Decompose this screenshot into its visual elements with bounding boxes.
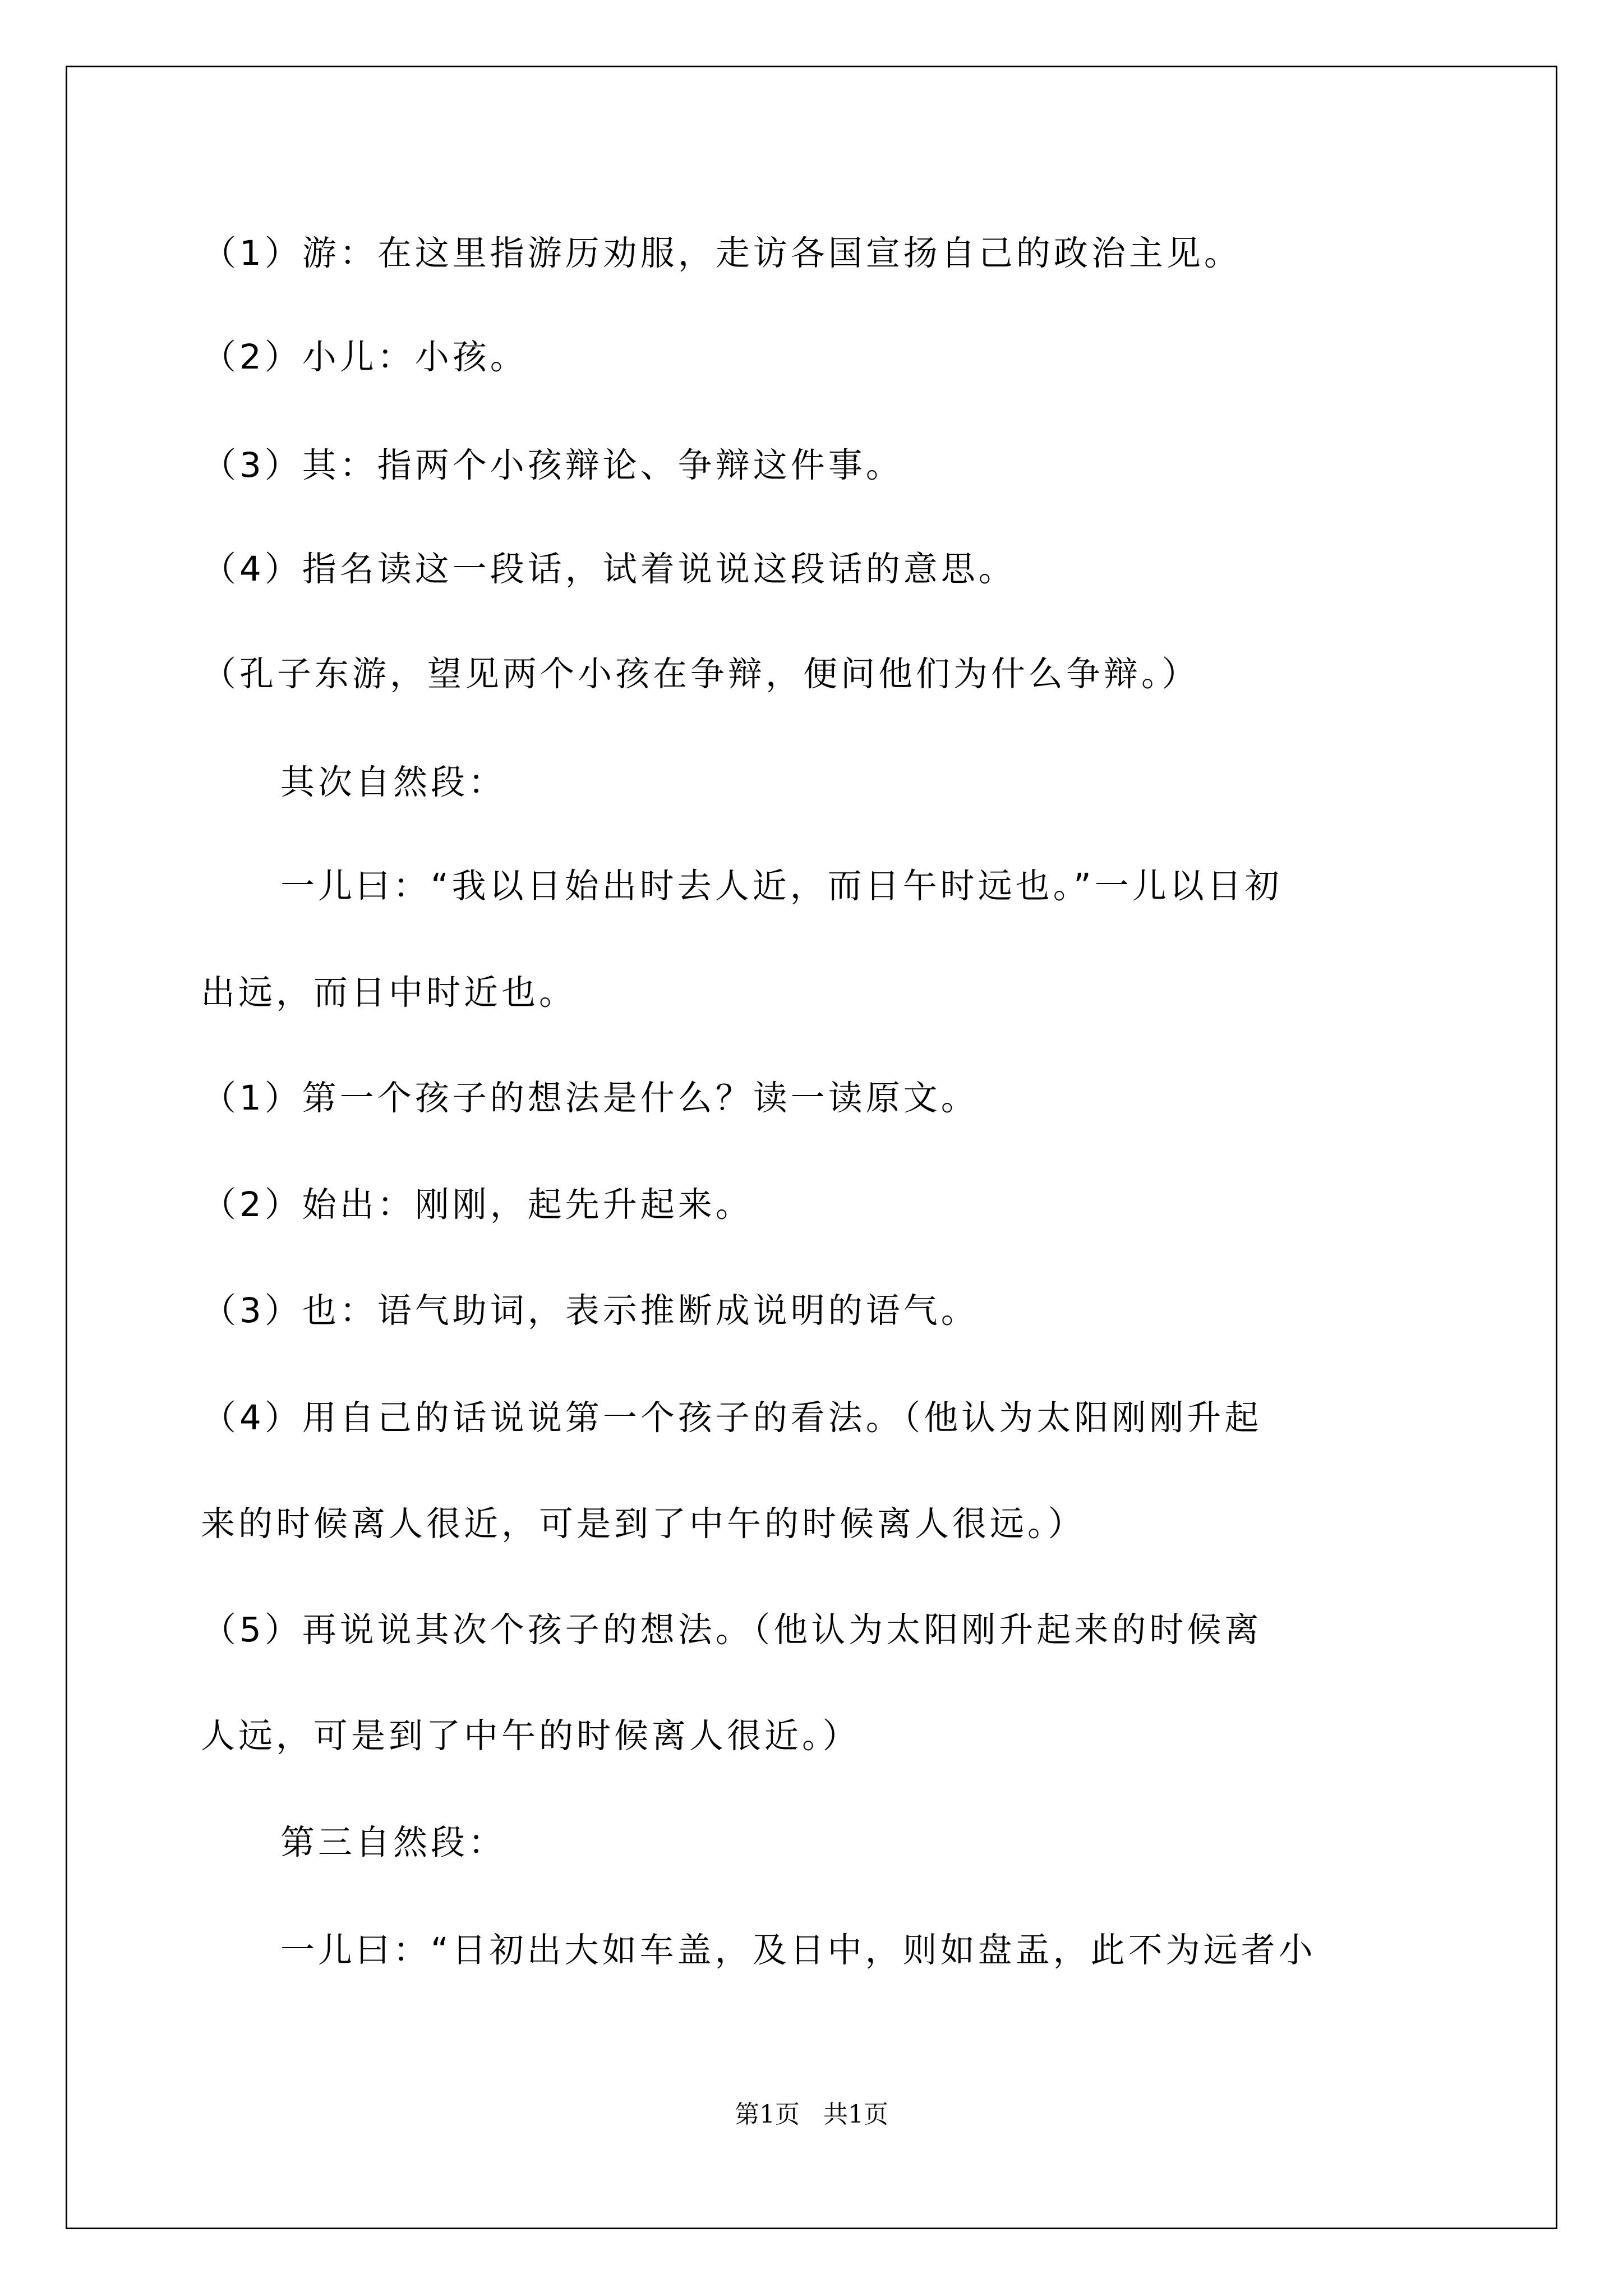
text-line-5: （孔子东游，望见两个小孩在争辩，便问他们为什么争辩。） [202, 654, 1200, 694]
text-line-11: （3）也：语气助词，表示推断成说明的语气。 [202, 1291, 979, 1331]
text-line-8: 出远，而日中时近也。 [201, 973, 577, 1013]
text-line-7: 一儿曰：“我以日始出时去人近，而日午时远也。”一儿以日初 [280, 866, 1283, 906]
page-footer: 第1页 共1页 [735, 2100, 888, 2129]
text-line-2: （2）小儿：小孩。 [202, 337, 528, 377]
text-line-1: （1）游：在这里指游历劝服，走访各国宣扬自己的政治主见。 [202, 233, 1242, 273]
section-heading-2: 其次自然段： [280, 762, 506, 802]
text-line-4: （4）指名读这一段话，试着说说这段话的意思。 [202, 549, 1016, 589]
text-line-3: （3）其：指两个小孩辩论、争辩这件事。 [202, 445, 903, 485]
text-line-17: 一儿曰：“日初出大如车盖，及日中，则如盘盂，此不为远者小 [280, 1930, 1316, 1970]
text-line-15: 人远，可是到了中午的时候离人很近。） [201, 1716, 860, 1756]
text-line-12: （4）用自己的话说说第一个孩子的看法。（他认为太阳刚刚升起 [202, 1398, 1262, 1438]
section-heading-3: 第三自然段： [280, 1823, 506, 1862]
text-line-9: （1）第一个孩子的想法是什么？读一读原文。 [202, 1078, 979, 1118]
text-line-14: （5）再说说其次个孩子的想法。（他认为太阳刚升起来的时候离 [202, 1610, 1262, 1650]
page-border [66, 66, 1557, 2229]
text-line-10: （2）始出：刚刚，起先升起来。 [202, 1185, 753, 1225]
text-line-13: 来的时候离人很近，可是到了中午的时候离人很远。） [201, 1504, 1086, 1544]
